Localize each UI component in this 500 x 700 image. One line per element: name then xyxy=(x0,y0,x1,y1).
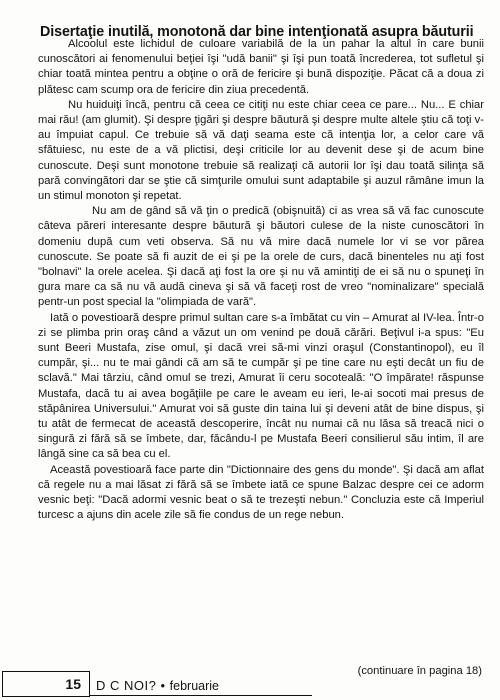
page-footer xyxy=(0,671,500,700)
footer-rule xyxy=(90,695,312,696)
paragraph-1: Alcoolul este lichidul de culoare variabilă de la un pahar la altul în care bunii cunoscători ai fenomenului beţiei îşi "udă banii" şi îşi pun toată încrederea, tot sufletul şi chiar toată mintea pentru a obţine o oră de fericire şi bună dispoziţie. Păcat că a doua zi plătesc cam scump ora de fericire din ziua precedentă. xyxy=(38,38,484,96)
continuation-note: (continuare în pagina 18) xyxy=(357,665,482,677)
paragraph-3: Nu am de gând să vă ţin o predică (obişnuită) ci as vrea să vă fac cunoscute câteva păreri interesante despre băutură şi băutori culese de la niste cunoscători în domeniu după cum veti observa. Să nu vă mire dacă numele lor vi se vor părea cunoscute. Se poate să fi auzit de ei şi pe la orele de curs, dacă binenteles nu aţi fost "bolnavi" la orele acelea. Şi dacă aţi fost la ore şi nu vă amintiţi de ei să nu o spuneţi în gura mare ca să nu vă audă cineva şi să vă faceţi rost de vreo "nominalizare" specială pentr-un post special la "olimpiada de vară". xyxy=(38,205,484,309)
article-title: Disertaţie inutilă, monotonă dar bine intenţionată asupra băuturii xyxy=(40,23,474,40)
article-body xyxy=(38,37,484,524)
bullet-separator: • xyxy=(160,678,166,693)
issue-month: februarie xyxy=(169,679,219,693)
magazine-name: D C NOI? xyxy=(96,678,157,693)
paragraph-2: Nu huiduiţi încă, pentru că ceea ce citiţi nu este chiar ceea ce pare... Nu... E chiar mai rău! (am glumit). Şi despre ţigări şi despre băutură şi despre multe altele ştiu că toţi v-au împuiat capul. Ce trebuie să vă daţi seama este că intenţia lor, a celor care vă sfătuiesc, nu este de a vă plictisi, deşi criticile lor au devenit dese şi de acum bine cunoscute. Deşi sunt monotone trebuie să realizaţi că autorii lor îşi dau toată silinţa să pară convingători dar se ştie că simţurile omului sunt adaptabile şi auzul rămâne imun la un stimul monoton şi repetat. xyxy=(38,98,484,203)
page-number-box xyxy=(2,671,90,697)
paragraph-5: Această povestioară face parte din "Dictionnaire des gens du monde". Şi dacă am aflat că regele nu a mai lăsat zi fără să se îmbete iată ce spune Balzac despre cei ce adorm vesnic beţi: "Dacă adormi vesnic beat o să te trezeşti nebun." Concluzia este că Imperiul turcesc a ajuns din acele zile să fie condus de un rege nebun. xyxy=(38,463,484,522)
page-number: 15 xyxy=(65,676,81,692)
paragraph-4: Iată o povestioară despre primul sultan care s-a îmbătat cu vin – Amurat al IV-lea. Într-o zi se plimba prin oraş când a văzut un om venind pe două cărări. Beţivul i-a spus: "Eu sunt Beeri Mustafa, zise omul, şi dacă vrei să-mi vinzi oraşul (Constantinopol), eu îl cumpăr, şi... nu te mai gândi că am să te cumpăr şi pe tine care nu eşti decât un fiu de sclavă." Mai târziu, când omul se trezi, Amurat îi ceru socoteală: "O împărate! răspunse Mustafa, dacă tu ai avea bogăţiile pe care le aveam eu ieri, le-ai socoti mai presus de stăpânirea Universului." Amurat voi să guste din taina lui şi deveni atât de bine dispus, şi tu atât de fermecat de această descoperire, încât nu numai că nu lăsa să treacă nici o singură zi fără să se îmbete, dar, făcându-l pe Mustafa Beeri consilierul său intim, îl are lângă sine ca să bea cu el. xyxy=(38,311,484,461)
magazine-title xyxy=(96,678,219,693)
